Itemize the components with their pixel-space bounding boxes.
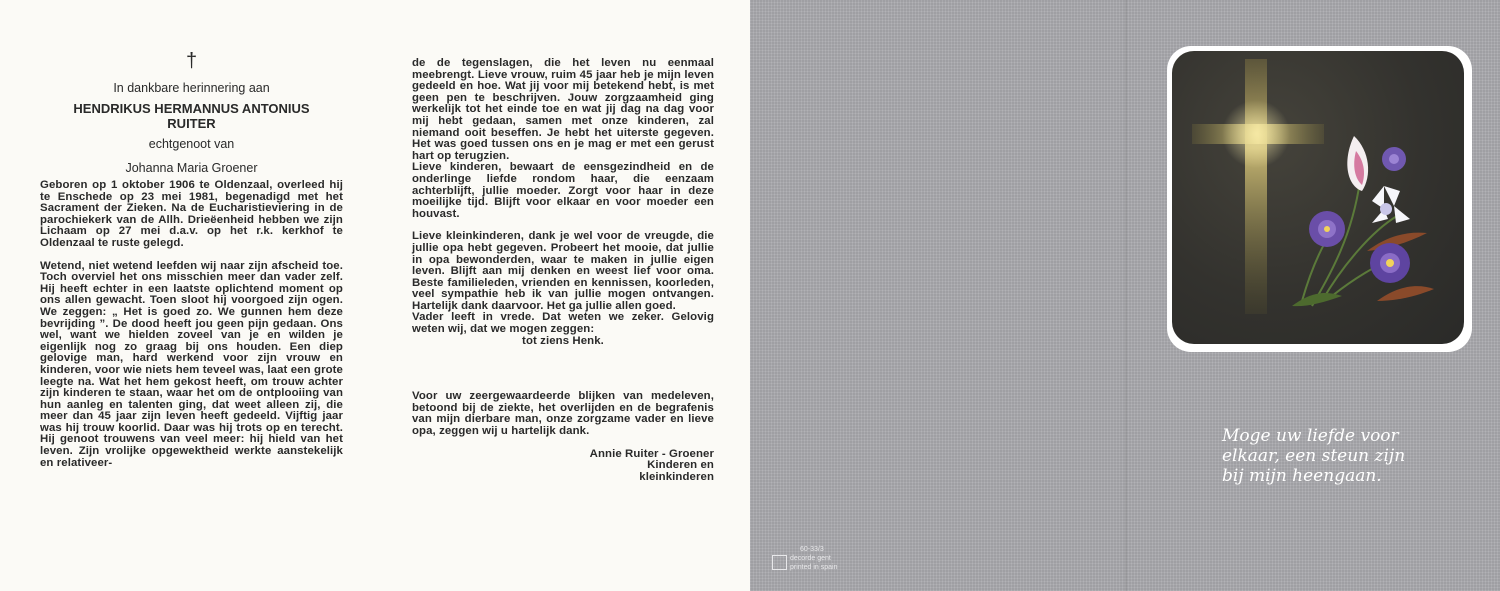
purple-flower-top [1382,147,1406,171]
signature-line-3: kleinkinderen [639,470,714,483]
deceased-name [40,101,343,131]
imprint-code: 60-33/3 [800,546,824,553]
imprint-printer: decorde gent [790,555,831,562]
poem-line-3: bij mijn heengaan. [1222,466,1382,486]
calla-lily [1347,136,1368,191]
deceased-name-line1: HENDRIKUS HERMANNUS ANTONIUS [73,101,310,116]
peace-paragraph: Vader leeft in vrede. Dat weten we zeker. Gelovig weten wij, dat we mogen zeggen: [412,311,714,336]
cross-flowers-illustration [1172,51,1464,344]
glowing-cross [1192,59,1324,314]
memorial-header: In dankbare herinnering aan [113,81,270,95]
spouse-name: Johanna Maria Groener [125,161,258,175]
deceased-name-line2: RUITER [167,116,216,131]
printer-logo-icon [772,555,787,570]
poem-line-1: Moge uw liefde voor [1222,426,1399,446]
goodbye-line: tot ziens Henk. [522,334,604,347]
white-lily [1372,186,1410,223]
children-paragraph: Lieve kinderen, bewaart de eensgezindheid en de onderlinge liefde rondom haar, die eenzaam achterblijft, jullie moeder. Zorgt voor haar in deze moeilijke tijd. Blijft voor elkaar en voor moeder een houvast. [412,161,714,220]
right-text-column [412,58,714,483]
cross-symbol: † [185,50,198,72]
imprint-origin: printed in spain [790,564,838,571]
left-text-column [40,180,343,469]
cover-poem [1222,426,1422,486]
poem-line-2: elkaar, een steun zijn [1222,446,1406,466]
biography-paragraph: Geboren op 1 oktober 1906 te Oldenzaal, overleed hij te Enschede op 23 mei 1981, begenadigd met het Sacrament der Zieken. Na de Eucharistieviering in de parochiekerk van de Allh. Drieëenheid hebben we zijn Lichaam op 27 mei d.a.v. op het r.k. kerkhof te Oldenzaal te ruste gelegd. [40,179,343,249]
grandchildren-paragraph: Lieve kleinkinderen, dank je wel voor de vreugde, die jullie opa hebt gegeven. Probeert het mooie, dat jullie in opa bewonderden, waar te maken in jullie eigen leven. Blijft aan mij denken en weest lief voor oma. Beste familieleden, vrienden en kennissen, koorleden, veel sympathie heb ik van jullie mogen ontvangen. Hartelijk dank daarvoor. Het ga jullie allen goed. [412,230,714,312]
wife-paragraph: de de tegenslagen, die het leven nu eenmaal meebrengt. Lieve vrouw, ruim 45 jaar heb je mijn leven gedeeld en hoe. Wat jij voor mij betekend hebt, is met geen pen te beschrijven. Jouw zorgzaamheid ging werkelijk tot het einde toe en wat jij dag na dag voor mij hebt gedaan, samen met onze kinderen, zal niemand ooit beseffen. Je hebt het uiterste gegeven. Het was goed tussen ons en je mag er met een gerust hart op terugzien. [412,57,714,162]
signature-line-2: Kinderen en [647,459,714,472]
purple-flower-bottom [1370,243,1410,283]
cover-picture [1172,51,1464,344]
signature-line-1: Annie Ruiter - Groener [589,447,714,460]
spouse-label: echtgenoot van [148,137,235,151]
cover-fold-line [1125,0,1127,591]
farewell-paragraph: Wetend, niet wetend leefden wij naar zijn afscheid toe. Toch overviel het ons misschien meer dan vader zelf. Hij heeft echter in een laatste oplichtend moment op ons allen gewacht. Toen sloot hij voorgoed zijn ogen. We zeggen: „ Het is goed zo. We gunnen hem deze bevrijding ”. De dood heeft jou geen pijn gedaan. Ons wel, want we hielden zoveel van je en wilden je eigenlijk nog zo graag bij ons houden. Een diep gelovige man, hard werkend voor zijn vrouw en kinderen, voor wie niets hem teveel was, laat een grote leegte na. Wat het hem gekost heeft, om trouw achter zijn kinderen te staan, waar het om de ontplooiing van hun aanleg en talenten ging, dat weet alleen zij, die meer dan 45 jaar zijn leven heeft gedeeld. Vijftig jaar was hij trouw koorlid. Daar was hij trots op en terecht. Hij genoot trouwens van veel meer: hij hield van het leven. Zijn vrolijke opgewektheid werkte aanstekelijk en relativeer- [40,259,343,469]
thanks-paragraph: Voor uw zeergewaardeerde blijken van medeleven, betoond bij de ziekte, het overlijden en de begrafenis van mijn dierbare man, onze zorgzame vader en lieve opa, zeggen wij u hartelijk dank. [412,390,714,438]
purple-flower-left [1309,211,1345,247]
